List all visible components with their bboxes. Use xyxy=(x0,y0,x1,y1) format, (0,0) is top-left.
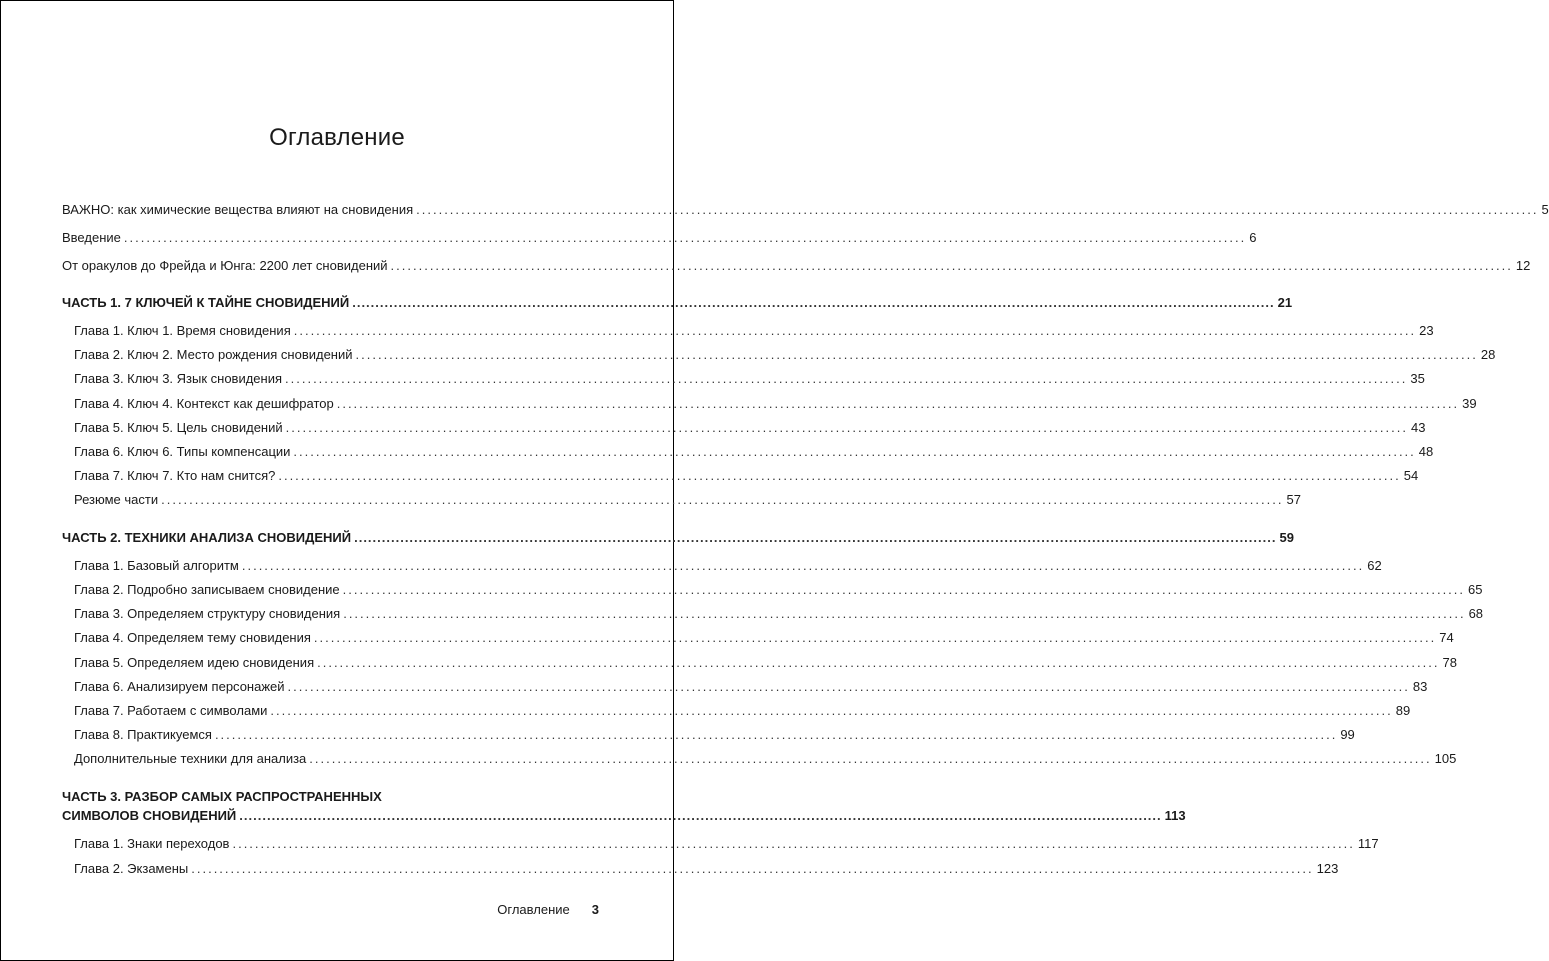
toc-chapter[interactable] xyxy=(74,751,1457,767)
toc-chapter[interactable] xyxy=(74,492,1301,508)
toc-chapter-page: 43 xyxy=(1411,420,1426,435)
toc-chapter[interactable] xyxy=(74,836,1379,852)
dot-leader: ........................................................................................................................................................................................................ xyxy=(313,630,1437,645)
toc-chapter-page: 23 xyxy=(1419,323,1434,338)
toc-chapter-page: 28 xyxy=(1480,347,1496,362)
dot-leader: ........................................................................................................................................................................................................ xyxy=(355,347,1478,362)
toc-chapter-label: Глава 2. Ключ 2. Место рождения сновидений xyxy=(74,347,353,362)
toc-chapter-page: 48 xyxy=(1418,444,1434,459)
toc-chapter-label: Дополнительные техники для анализа xyxy=(74,751,307,766)
toc-chapter-page: 62 xyxy=(1367,558,1382,573)
toc-entry[interactable] xyxy=(62,230,1257,246)
toc-chapter-label: Глава 6. Ключ 6. Типы компенсации xyxy=(74,444,291,459)
dot-leader: ........................................................................................................................................................................................................ xyxy=(354,530,1277,545)
toc-chapter-label: Глава 3. Ключ 3. Язык сновидения xyxy=(74,371,283,386)
toc-chapter-page: 57 xyxy=(1286,492,1301,507)
toc-chapter-page: 68 xyxy=(1468,606,1484,621)
toc-chapter[interactable] xyxy=(74,420,1426,436)
toc-part-page: 113 xyxy=(1164,808,1186,823)
toc-chapter[interactable] xyxy=(74,861,1339,877)
toc-chapter-page: 83 xyxy=(1412,679,1428,694)
toc-chapter-page: 123 xyxy=(1316,861,1339,876)
dot-leader: ........................................................................................................................................................................................................ xyxy=(270,703,1393,718)
footer-section-title: Оглавление xyxy=(497,902,570,917)
toc-chapter[interactable] xyxy=(74,630,1454,646)
toc-chapter[interactable] xyxy=(74,727,1355,743)
toc-part-3-line1[interactable]: ЧАСТЬ 3. РАЗБОР САМЫХ РАСПРОСТРАНЕННЫХ xyxy=(62,789,382,804)
dot-leader: ........................................................................................................................................................................................................ xyxy=(285,371,1408,386)
toc-part-label: СИМВОЛОВ СНОВИДЕНИЙ xyxy=(62,808,237,823)
toc-chapter[interactable] xyxy=(74,703,1411,719)
dot-leader: ........................................................................................................................................................................................................ xyxy=(161,492,1284,507)
dot-leader: ........................................................................................................................................................................................................ xyxy=(317,655,1440,670)
toc-chapter-label: Глава 5. Определяем идею сновидения xyxy=(74,655,315,670)
toc-entry-label: От оракулов до Фрейда и Юнга: 2200 лет сновидений xyxy=(62,258,388,273)
toc-chapter-label: Резюме части xyxy=(74,492,159,507)
page-footer xyxy=(497,902,599,917)
toc-part-label: ЧАСТЬ 2. ТЕХНИКИ АНАЛИЗА СНОВИДЕНИЙ xyxy=(62,530,352,545)
toc-entry-label: ВАЖНО: как химические вещества влияют на сновидения xyxy=(62,202,414,217)
toc-chapter[interactable] xyxy=(74,347,1496,363)
dot-leader: ........................................................................................................................................................................................................ xyxy=(239,808,1162,823)
toc-chapter-label: Глава 6. Анализируем персонажей xyxy=(74,679,285,694)
dot-leader: ........................................................................................................................................................................................................ xyxy=(278,468,1401,483)
toc-chapter-label: Глава 1. Знаки переходов xyxy=(74,836,230,851)
toc-chapter[interactable] xyxy=(74,679,1428,695)
toc-chapter[interactable] xyxy=(74,396,1477,412)
toc-chapter-page: 78 xyxy=(1442,655,1457,670)
dot-leader: ........................................................................................................................................................................................................ xyxy=(287,679,1410,694)
dot-leader: ........................................................................................................................................................................................................ xyxy=(285,420,1408,435)
dot-leader: ........................................................................................................................................................................................................ xyxy=(352,295,1275,310)
toc-chapter-label: Глава 1. Ключ 1. Время сновидения xyxy=(74,323,291,338)
dot-leader: ........................................................................................................................................................................................................ xyxy=(123,230,1247,245)
dot-leader: ........................................................................................................................................................................................................ xyxy=(342,582,1466,597)
dot-leader: ........................................................................................................................................................................................................ xyxy=(309,751,1432,766)
dot-leader: ........................................................................................................................................................................................................ xyxy=(293,323,1417,338)
toc-part-1[interactable] xyxy=(62,295,1293,311)
toc-chapter-label: Глава 4. Определяем тему сновидения xyxy=(74,630,311,645)
toc-chapter-label: Глава 3. Определяем структуру сновидения xyxy=(74,606,341,621)
page-title: Оглавление xyxy=(269,124,405,151)
footer-page-number: 3 xyxy=(591,902,599,917)
toc-entry-label: Введение xyxy=(62,230,121,245)
toc-entry[interactable] xyxy=(62,202,1549,218)
toc-chapter[interactable] xyxy=(74,582,1483,598)
dot-leader: ........................................................................................................................................................................................................ xyxy=(293,444,1416,459)
toc-chapter[interactable] xyxy=(74,371,1425,387)
dot-leader: ........................................................................................................................................................................................................ xyxy=(232,836,1355,851)
toc-chapter[interactable] xyxy=(74,468,1419,484)
toc-chapter-page: 74 xyxy=(1439,630,1454,645)
toc-entry-page: 6 xyxy=(1249,230,1257,245)
toc-chapter-label: Глава 2. Экзамены xyxy=(74,861,189,876)
dot-leader: ........................................................................................................................................................................................................ xyxy=(214,727,1338,742)
toc-part-2[interactable] xyxy=(62,530,1294,546)
dot-leader: ........................................................................................................................................................................................................ xyxy=(390,258,1513,273)
toc-chapter-page: 105 xyxy=(1434,751,1457,766)
toc-chapter-label: Глава 1. Базовый алгоритм xyxy=(74,558,239,573)
toc-chapter-label: Глава 7. Ключ 7. Кто нам снится? xyxy=(74,468,276,483)
toc-chapter-label: Глава 8. Практикуемся xyxy=(74,727,212,742)
toc-part-page: 21 xyxy=(1277,295,1293,310)
toc-entry[interactable] xyxy=(62,258,1531,274)
dot-leader: ........................................................................................................................................................................................................ xyxy=(191,861,1314,876)
toc-chapter-label: Глава 4. Ключ 4. Контекст как дешифратор xyxy=(74,396,334,411)
toc-chapter[interactable] xyxy=(74,444,1434,460)
toc-chapter[interactable] xyxy=(74,323,1434,339)
toc-chapter-page: 89 xyxy=(1395,703,1411,718)
toc-entry-page: 5 xyxy=(1541,202,1549,217)
toc-chapter[interactable] xyxy=(74,606,1484,622)
toc-chapter[interactable] xyxy=(74,655,1457,671)
toc-chapter-page: 54 xyxy=(1403,468,1419,483)
dot-leader: ........................................................................................................................................................................................................ xyxy=(336,396,1460,411)
toc-part-label: ЧАСТЬ 1. 7 КЛЮЧЕЙ К ТАЙНЕ СНОВИДЕНИЙ xyxy=(62,295,350,310)
dot-leader: ........................................................................................................................................................................................................ xyxy=(343,606,1466,621)
toc-part-3[interactable] xyxy=(62,808,1186,824)
toc-chapter-label: Глава 5. Ключ 5. Цель сновидений xyxy=(74,420,283,435)
toc-chapter-label: Глава 7. Работаем с символами xyxy=(74,703,268,718)
toc-chapter[interactable] xyxy=(74,558,1382,574)
toc-part-page: 59 xyxy=(1279,530,1294,545)
toc-chapter-page: 35 xyxy=(1410,371,1425,386)
toc-entry-page: 12 xyxy=(1515,258,1531,273)
dot-leader: ........................................................................................................................................................................................................ xyxy=(416,202,1539,217)
toc-chapter-page: 65 xyxy=(1468,582,1483,597)
toc-chapter-page: 39 xyxy=(1462,396,1477,411)
toc-chapter-label: Глава 2. Подробно записываем сновидение xyxy=(74,582,340,597)
toc-chapter-page: 117 xyxy=(1357,836,1379,851)
toc-chapter-page: 99 xyxy=(1340,727,1355,742)
dot-leader: ........................................................................................................................................................................................................ xyxy=(241,558,1365,573)
